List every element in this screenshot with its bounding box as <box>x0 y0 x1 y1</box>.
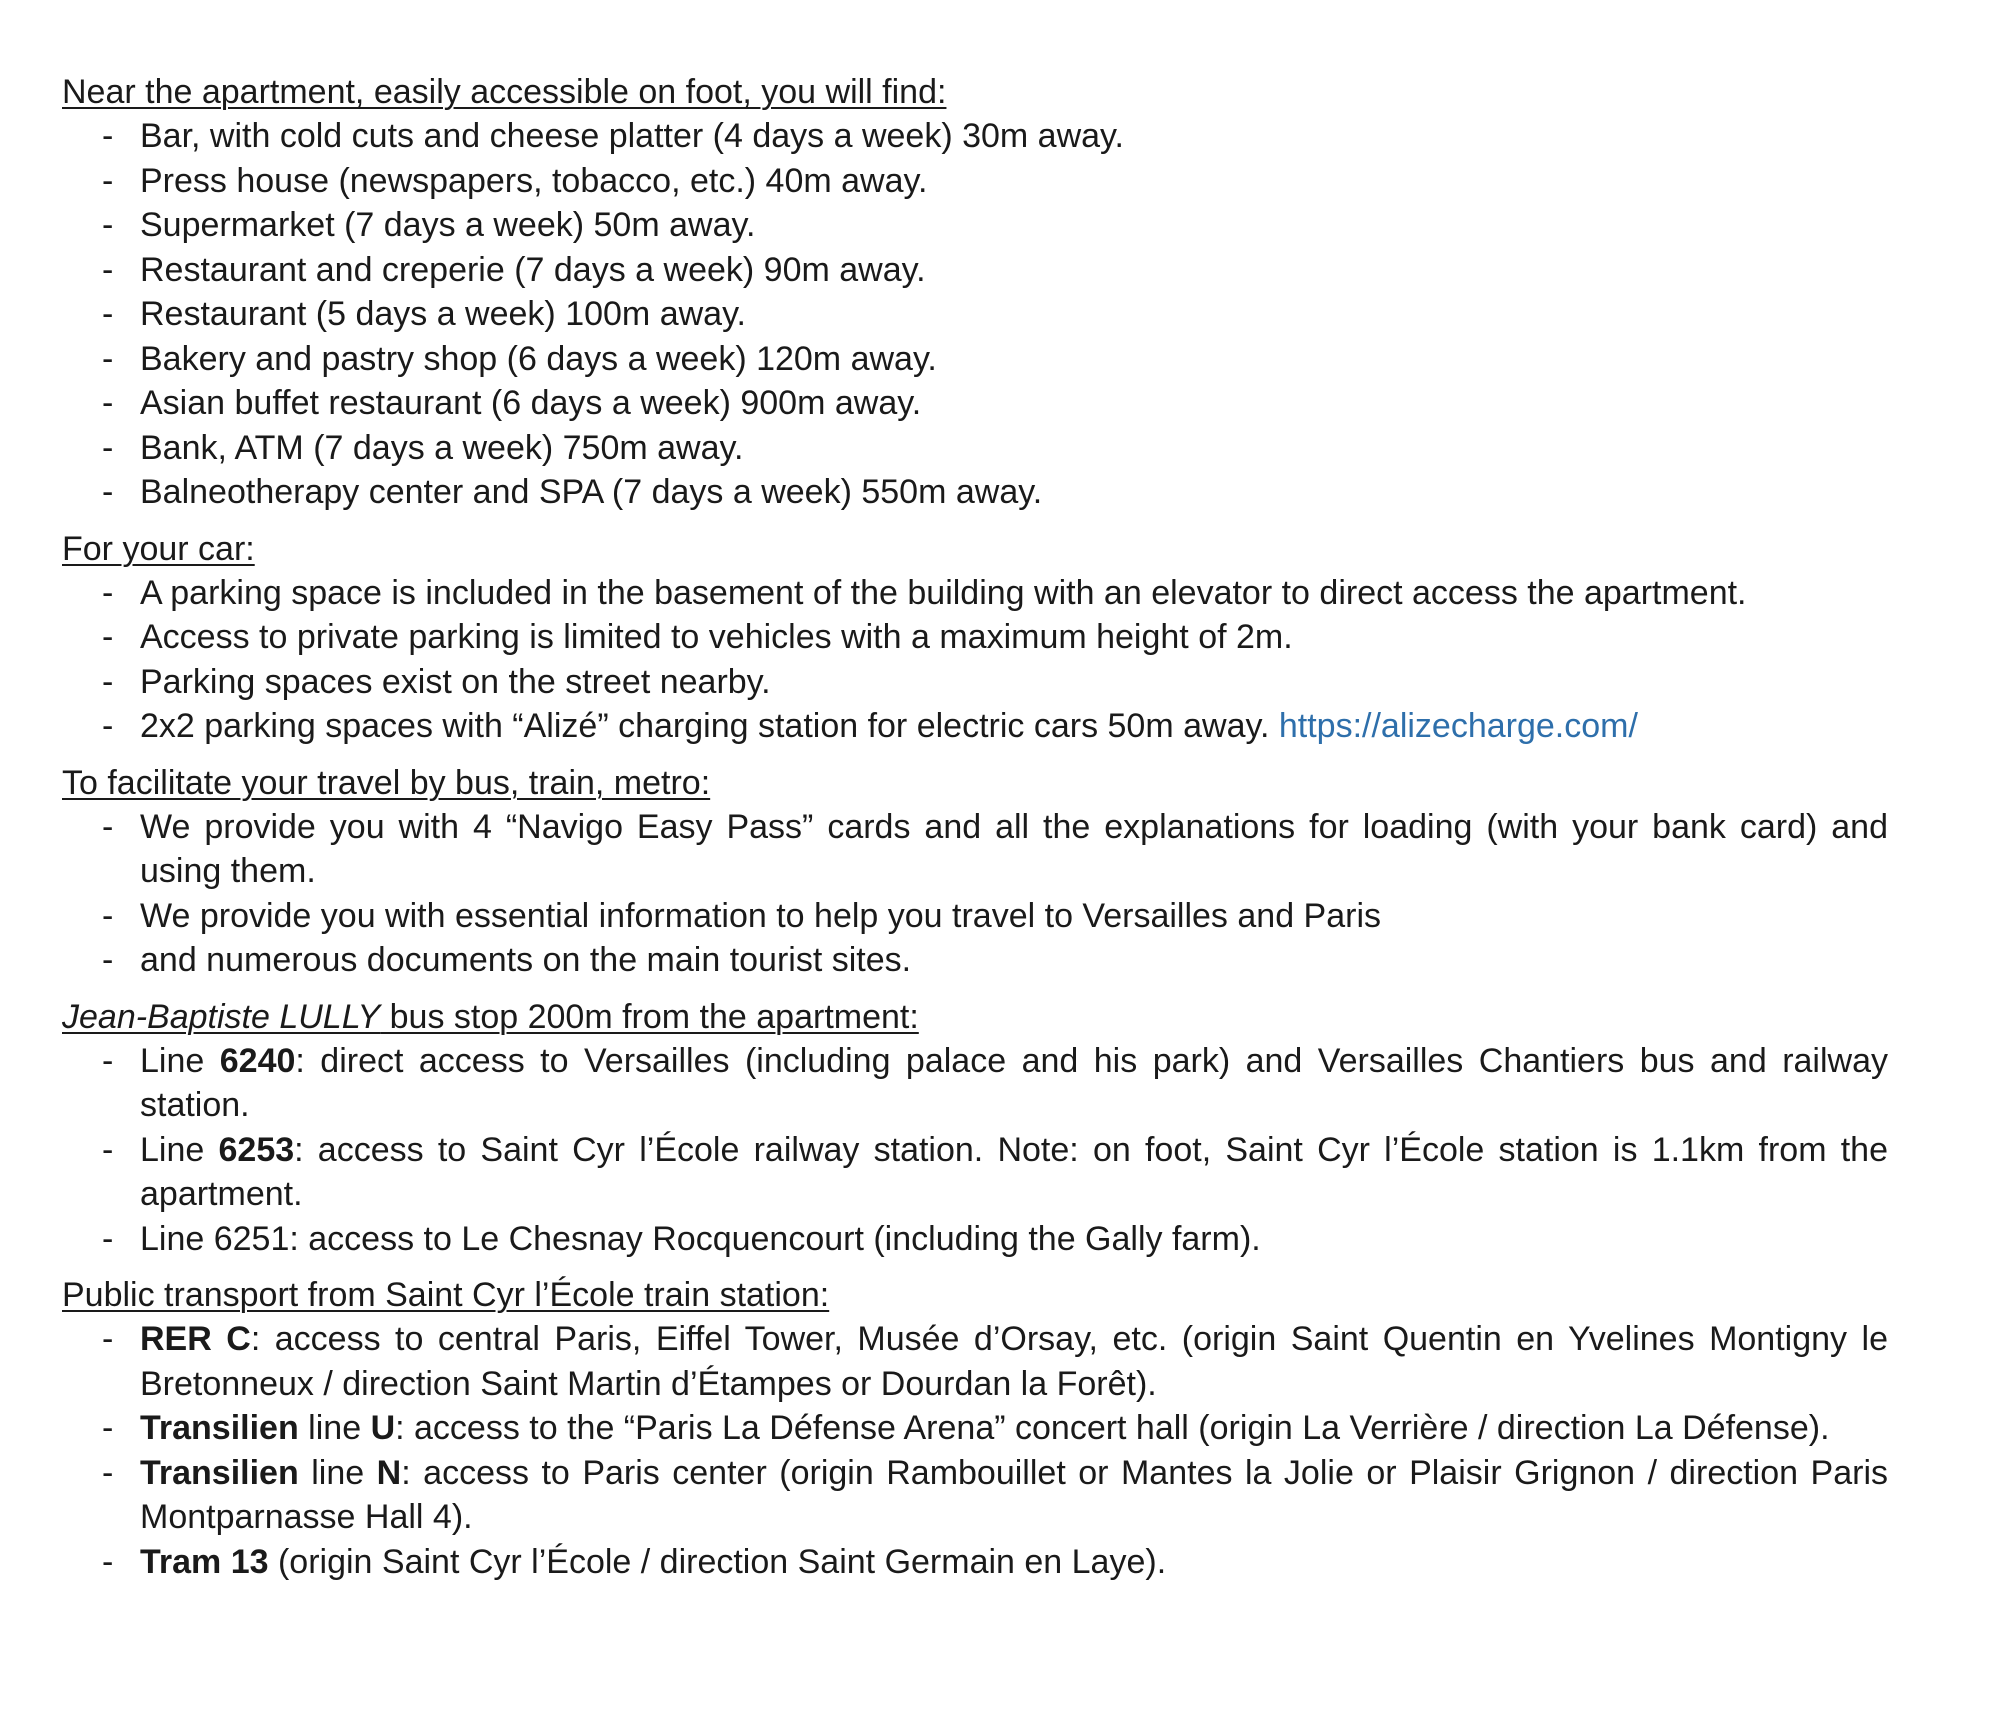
list-item: - We provide you with 4 “Navigo Easy Pass” cards and all the explanations for loading (with your bank card) and using them. <box>62 805 1888 894</box>
list-item <box>62 1540 1888 1585</box>
list-item: - and numerous documents on the main tourist sites. <box>62 938 1888 983</box>
line-description: (origin Saint Cyr l’École / direction Saint Germain en Laye). <box>268 1542 1167 1581</box>
list-item <box>62 1317 1888 1406</box>
line-name: RER C <box>140 1320 251 1358</box>
list-item: - Access to private parking is limited to vehicles with a maximum height of 2m. <box>62 615 1888 660</box>
list-item <box>62 1451 1888 1540</box>
line-letter: U <box>370 1409 396 1447</box>
line-name: Transilien <box>140 1453 299 1492</box>
bus-stop-name: Jean-Baptiste LULLY <box>62 997 381 1036</box>
list-item: - Supermarket (7 days a week) 50m away. <box>62 203 1888 248</box>
list-item: - Parking spaces exist on the street nearby. <box>62 660 1888 705</box>
heading-rest: bus stop 200m from the apartment: <box>380 997 919 1036</box>
list-item: - Bakery and pastry shop (6 days a week) 120m away. <box>62 337 1888 382</box>
list-item-text: 2x2 parking spaces with “Alizé” charging station for electric cars 50m away. <box>140 707 1270 745</box>
section-nearby <box>62 70 1888 515</box>
section-bus-stop <box>62 983 1888 1262</box>
line-word: line <box>298 1409 371 1447</box>
list-item: - Restaurant and creperie (7 days a week) 90m away. <box>62 248 1888 293</box>
travel-list <box>62 805 1888 983</box>
line-description: : direct access to Versailles (including palace and his park) and Versailles Chantiers bus and railway station. <box>140 1041 1888 1124</box>
section-heading: To facilitate your travel by bus, train, metro: <box>62 763 711 802</box>
list-item <box>62 1406 1888 1451</box>
section-car <box>62 515 1888 749</box>
list-item <box>62 704 1888 749</box>
list-item: - Balneotherapy center and SPA (7 days a week) 550m away. <box>62 470 1888 515</box>
bus-lines-list <box>62 1039 1888 1262</box>
list-item: - Asian buffet restaurant (6 days a week) 900m away. <box>62 381 1888 426</box>
line-description: : access to central Paris, Eiffel Tower, Musée d’Orsay, etc. (origin Saint Quentin en Yvelines Montigny le Bretonneux / direction Saint Martin d’Étampes or Dourdan la Forêt). <box>140 1320 1888 1403</box>
car-list <box>62 571 1888 749</box>
list-item: - Bar, with cold cuts and cheese platter (4 days a week) 30m away. <box>62 114 1888 159</box>
list-item: - Bank, ATM (7 days a week) 750m away. <box>62 426 1888 471</box>
list-item <box>62 1217 1888 1262</box>
line-letter: N <box>376 1453 402 1492</box>
list-item <box>62 1039 1888 1128</box>
list-item: - Press house (newspapers, tobacco, etc.) 40m away. <box>62 159 1888 204</box>
line-number: 6253 <box>218 1130 295 1169</box>
line-number: 6240 <box>219 1041 296 1080</box>
document-page <box>62 70 1888 1584</box>
list-item <box>62 1128 1888 1217</box>
line-word: line <box>298 1453 377 1492</box>
nearby-list <box>62 114 1888 515</box>
line-description: : access to Saint Cyr l’École railway station. Note: on foot, Saint Cyr l’École station is 1.1km from the apartment. <box>140 1130 1888 1213</box>
line-prefix: Line <box>140 1041 220 1080</box>
line-description: : access to the “Paris La Défense Arena” concert hall (origin La Verrière / direction La Défense). <box>395 1409 1830 1447</box>
train-lines-list <box>62 1317 1888 1584</box>
section-travel <box>62 749 1888 983</box>
list-item: - We provide you with essential information to help you travel to Versailles and Paris <box>62 894 1888 939</box>
section-heading: Public transport from Saint Cyr l’École train station: <box>62 1276 830 1314</box>
section-heading: Near the apartment, easily accessible on foot, you will find: <box>62 73 947 111</box>
section-heading <box>62 995 919 1039</box>
line-name: Tram 13 <box>140 1542 269 1581</box>
line-prefix: Line <box>140 1130 219 1169</box>
alizecharge-link[interactable]: https://alizecharge.com/ <box>1278 707 1638 745</box>
section-heading: For your car: <box>62 529 255 568</box>
line-prefix: Line 6251: access to Le Chesnay Rocquencourt (including the Gally farm). <box>140 1219 1261 1258</box>
line-name: Transilien <box>140 1409 299 1447</box>
list-item: - Restaurant (5 days a week) 100m away. <box>62 292 1888 337</box>
line-description: : access to Paris center (origin Rambouillet or Mantes la Jolie or Plaisir Grignon / direction Paris Montparnasse Hall 4). <box>140 1453 1888 1536</box>
section-train-station <box>62 1261 1888 1584</box>
list-item: - A parking space is included in the basement of the building with an elevator to direct access the apartment. <box>62 571 1888 616</box>
